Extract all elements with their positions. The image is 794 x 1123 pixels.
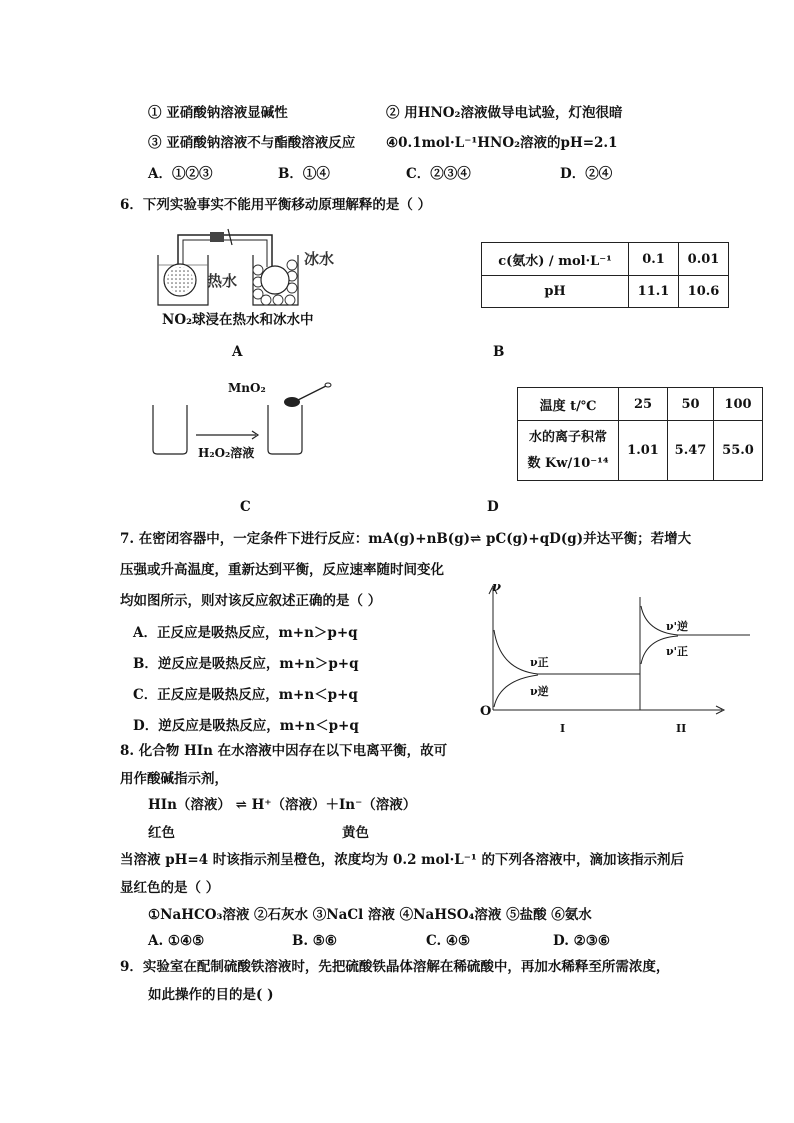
ice-water-label: 冰水 (304, 250, 335, 268)
figure-a-caption: NO₂球浸在热水和冰水中 (162, 312, 314, 328)
q8-option-a: A. ①④⑤ (148, 933, 205, 949)
table-b-cell: 0.01 (679, 243, 729, 276)
q5-statement-4: ④0.1mol·L⁻¹HNO₂溶液的pH=2.1 (386, 135, 618, 151)
q7-option-a: A．正反应是吸热反应，m+n＞p+q (133, 625, 358, 641)
q5-statement-3: ③ 亚硝酸钠溶液不与酯酸溶液反应 (148, 135, 356, 151)
table-b-cell: 0.1 (629, 243, 679, 276)
table-d-header (518, 421, 619, 481)
q8-stem-line4: 显红色的是（ ） (120, 880, 220, 896)
q8-stem-line3: 当溶液 pH=4 时该指示剂呈橙色，浓度均为 0.2 mol·L⁻¹ 的下列各溶液中，滴加该指示剂后 (120, 852, 685, 868)
q8-solutions-list: ①NaHCO₃溶液 ②石灰水 ③NaCl 溶液 ④NaHSO₄溶液 ⑤盐酸 ⑥氨水 (148, 907, 592, 923)
q7-stem-line2: 压强或升高温度，重新达到平衡，反应速率随时间变化 (120, 562, 444, 578)
q8-option-d: D. ②③⑥ (553, 933, 610, 949)
segment-i-label: I (560, 722, 566, 735)
table-d-cell: 50 (668, 388, 714, 421)
option-b-label: B (493, 344, 505, 360)
q5-statement-1: ① 亚硝酸钠溶液显碱性 (148, 105, 288, 121)
v-reverse-label: ν逆 (530, 685, 549, 698)
q5-option-d: D．②④ (560, 166, 613, 182)
option-d-label: D (487, 499, 499, 515)
no2-sphere-apparatus (150, 225, 300, 310)
q6-stem: 6．下列实验事实不能用平衡移动原理解释的是（ ） (120, 197, 432, 213)
table-b-header: c(氨水) / mol·L⁻¹ (482, 243, 629, 276)
table-d-header-line2: 数 Kw/10⁻¹⁴ (527, 455, 609, 471)
yellow-color-label: 黄色 (342, 825, 369, 841)
table-d-header: 温度 t/℃ (518, 388, 619, 421)
option-c-label: C (240, 499, 251, 515)
v-forward-label: ν正 (530, 656, 549, 669)
table-d-cell: 1.01 (619, 421, 668, 481)
q7-stem-line3: 均如图所示，则对该反应叙述正确的是（ ） (120, 593, 382, 609)
ammonia-ph-table (481, 242, 729, 308)
graph-origin-label: O (480, 704, 492, 719)
table-d-cell: 25 (619, 388, 668, 421)
water-ion-product-table (517, 387, 763, 481)
q5-option-b: B．①④ (278, 166, 330, 182)
table-d-header-line1: 水的离子积常 (528, 429, 607, 445)
q7-option-d: D．逆反应是吸热反应，m+n＜p+q (133, 718, 359, 734)
q7-option-b: B．逆反应是吸热反应，m+n＞p+q (133, 656, 359, 672)
option-a-label: A (232, 344, 243, 360)
q7-option-c: C．正反应是吸热反应，m+n＜p+q (133, 687, 358, 703)
q8-stem-line1: 8. 化合物 HIn 在水溶液中因存在以下电离平衡，故可 (120, 743, 448, 759)
table-b-cell: 10.6 (679, 276, 729, 308)
table-d-cell: 55.0 (714, 421, 763, 481)
v-forward-prime-label: ν'正 (666, 645, 688, 658)
q8-stem-line2: 用作酸碱指示剂， (120, 771, 228, 787)
q5-statement-2: ② 用HNO₂溶液做导电试验，灯泡很暗 (386, 105, 623, 121)
q7-stem-line1: 7. 在密闭容器中，一定条件下进行反应：mA(g)+nB(g)⇌ pC(g)+qD(g)并达平衡；若增大 (120, 531, 692, 547)
q8-equation: HIn（溶液） ⇌ H⁺（溶液）＋In⁻（溶液） (148, 797, 417, 813)
red-color-label: 红色 (148, 825, 175, 841)
q5-option-c: C．②③④ (406, 166, 471, 182)
table-b-header: pH (482, 276, 629, 308)
v-reverse-prime-label: ν'逆 (666, 620, 688, 633)
h2o2-label: H₂O₂溶液 (198, 446, 255, 460)
q8-option-c: C. ④⑤ (426, 933, 471, 949)
q5-option-a: A．①②③ (148, 166, 213, 182)
table-b-cell: 11.1 (629, 276, 679, 308)
q9-stem-line2: 如此操作的目的是( ) (148, 987, 274, 1003)
table-d-cell: 100 (714, 388, 763, 421)
mno2-label: MnO₂ (228, 381, 266, 395)
q9-stem-line1: 9．实验室在配制硫酸铁溶液时，先把硫酸铁晶体溶解在稀硫酸中，再加水稀释至所需浓度， (120, 959, 670, 975)
table-d-cell: 5.47 (668, 421, 714, 481)
segment-ii-label: II (676, 722, 687, 735)
rate-time-graph (478, 582, 738, 732)
hot-water-label: 热水 (207, 272, 238, 290)
q8-option-b: B. ⑤⑥ (292, 933, 338, 949)
graph-y-axis-label: ν (492, 580, 502, 595)
